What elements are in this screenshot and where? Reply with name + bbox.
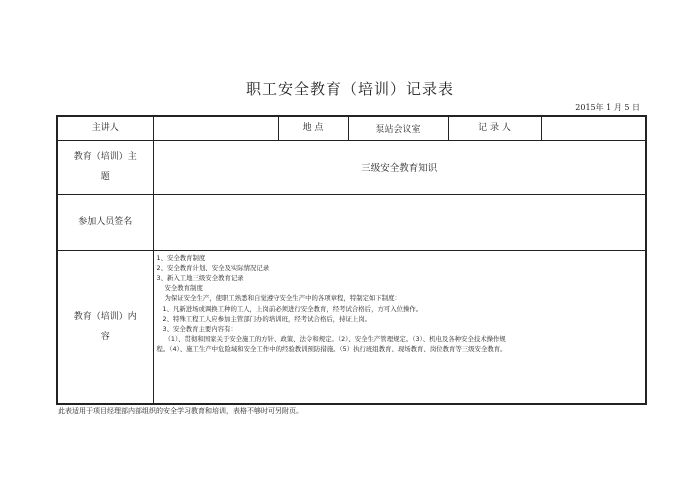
content-line: （1）、贯彻和国家关于安全施工的方针、政策、法令和规定。（2）、安全生产管理规定。（3）、机电及各种安全技术操作规 — [164, 335, 506, 344]
content-line: 3、安全教育主要内容有： — [162, 324, 237, 333]
table-row — [57, 116, 646, 140]
content-line: 2、安全教育计划、安全及实际情况记录 — [156, 263, 270, 272]
topic-label-line2: 题 — [100, 172, 110, 182]
recorder-field[interactable] — [541, 116, 646, 140]
content-line: 安全教育制度 — [164, 284, 203, 293]
speaker-label: 主讲人 — [57, 116, 153, 140]
location-field[interactable]: 泵站会议室 — [348, 116, 448, 140]
content-label — [57, 250, 153, 404]
content-label-line2: 容 — [100, 331, 110, 342]
table-row — [57, 194, 646, 250]
content-line: 程。（4）、施工生产中危险域和安全工作中的经验教训预防措施。（5）执行班组教育、现场教育、岗位教育等三级安全教育。 — [156, 345, 507, 354]
content-line: 2、特殊工程工人应参加主管部门办的培训班，经考试合格后，持证上岗。 — [162, 314, 372, 323]
content-line: 为保证安全生产，使职工熟悉和自觉遵守安全生产中的各项章程，特制定如下制度： — [164, 294, 401, 303]
content-field[interactable] — [153, 250, 646, 404]
attendees-signature-field[interactable] — [153, 194, 646, 250]
content-line: 1、凡新进场或调换工种的工人，上岗前必须进行安全教育，经考试合格后，方可入位操作。 — [162, 304, 423, 313]
speaker-field[interactable] — [153, 116, 278, 140]
topic-label-line1: 教育（培训）主 — [73, 152, 137, 162]
recorder-label: 记 录 人 — [448, 116, 541, 140]
footnote: 此表适用于项目经理部内部组织的安全学习教育和培训，表格不够时可另附页。 — [58, 407, 303, 415]
content-label-line1: 教育（培训）内 — [73, 311, 137, 322]
form-title: 职工安全教育（培训）记录表 — [245, 80, 454, 98]
topic-field[interactable]: 三级安全教育知识 — [153, 140, 646, 194]
table-row — [57, 140, 646, 194]
attendees-label: 参加人员签名 — [57, 194, 153, 250]
content-line: 1、安全教育制度 — [156, 253, 206, 262]
table-row — [57, 250, 646, 404]
form-date: 2015年 1 月 5 日 — [575, 103, 640, 112]
content-line: 3、新入工地三级安全教育记录 — [156, 273, 244, 282]
location-label: 地 点 — [278, 116, 348, 140]
topic-label — [57, 140, 153, 194]
training-record-table — [56, 115, 647, 405]
